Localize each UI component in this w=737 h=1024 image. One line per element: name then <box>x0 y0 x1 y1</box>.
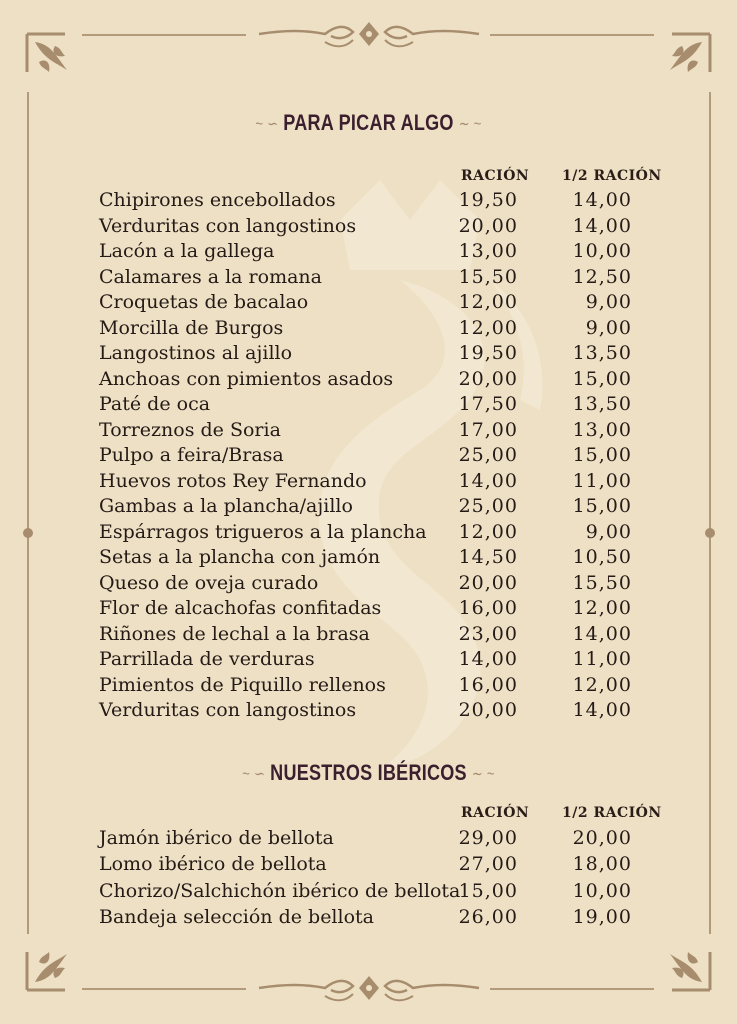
dish-name: Lacón a la gallega <box>99 240 275 262</box>
price-racion: 15,00 <box>458 879 518 902</box>
price-media-racion: 14,00 <box>572 622 632 645</box>
price-racion: 12,00 <box>458 291 518 313</box>
price-media-racion: 15,00 <box>572 367 632 390</box>
menu-item <box>0 698 737 723</box>
price-racion: 14,00 <box>458 648 518 670</box>
dish-name: Anchoas con pimientos asados <box>99 367 394 390</box>
price-racion: 20,00 <box>458 367 518 390</box>
price-media-racion: 19,00 <box>572 905 632 928</box>
price-media-racion: 11,00 <box>572 648 632 670</box>
swirl-left-icon: ~ ∽ <box>255 116 279 134</box>
flourish-top-icon <box>255 14 483 54</box>
menu-item <box>0 214 737 239</box>
price-racion: 15,50 <box>458 265 518 288</box>
price-racion: 12,00 <box>458 520 518 543</box>
menu-item <box>0 367 737 392</box>
section-title-nuestros-ibericos <box>66 760 670 786</box>
price-media-racion: 10,50 <box>572 546 632 568</box>
dish-name: Espárragos trigueros a la plancha <box>99 520 427 543</box>
price-racion: 25,00 <box>458 495 518 517</box>
price-racion: 17,50 <box>458 393 518 415</box>
menu-item <box>0 826 737 851</box>
price-racion: 20,00 <box>458 214 518 237</box>
column-header-media-racion: 1/2 RACIÓN <box>562 168 662 184</box>
frame-line-top-left <box>82 34 246 36</box>
price-media-racion: 13,00 <box>572 418 632 441</box>
dish-name: Pimientos de Piquillo rellenos <box>99 673 386 696</box>
price-media-racion: 15,00 <box>572 495 632 517</box>
menu-item <box>0 290 737 315</box>
menu-item <box>0 673 737 698</box>
dish-name: Verduritas con langostinos <box>99 214 357 237</box>
flourish-bottom-icon <box>255 968 483 1008</box>
section-title-text: PARA PICAR ALGO <box>283 110 454 135</box>
section-title-para-picar <box>66 110 670 136</box>
dish-name: Flor de alcachofas confitadas <box>99 597 382 619</box>
column-header-racion: RACIÓN <box>461 805 530 821</box>
menu-item <box>0 622 737 647</box>
price-racion: 23,00 <box>458 622 518 645</box>
price-racion: 26,00 <box>458 905 518 928</box>
price-racion: 13,00 <box>458 240 518 262</box>
frame-line-bottom-left <box>82 988 246 990</box>
price-media-racion: 12,00 <box>572 673 632 696</box>
price-racion: 20,00 <box>458 571 518 594</box>
dish-name: Verduritas con langostinos <box>99 699 357 721</box>
price-media-racion: 10,00 <box>572 240 632 262</box>
price-racion: 12,00 <box>458 316 518 339</box>
menu-item <box>0 392 737 417</box>
corner-ornament-icon <box>25 32 75 82</box>
menu-item <box>0 852 737 877</box>
swirl-left-icon: ~ ∽ <box>242 766 266 784</box>
price-racion: 16,00 <box>458 673 518 696</box>
menu-item <box>0 265 737 290</box>
dish-name: Lomo ibérico de bellota <box>99 853 327 876</box>
price-racion: 20,00 <box>458 699 518 721</box>
dish-name: Gambas a la plancha/ajillo <box>99 495 353 517</box>
swirl-right-icon: ∼ ~ <box>471 766 495 784</box>
dish-name: Morcilla de Burgos <box>99 316 284 339</box>
menu-item <box>0 879 737 904</box>
dish-name: Riñones de lechal a la brasa <box>99 622 370 645</box>
menu-item <box>0 418 737 443</box>
price-racion: 17,00 <box>458 418 518 441</box>
menu-item <box>0 443 737 468</box>
menu-item <box>0 341 737 366</box>
price-racion: 14,00 <box>458 469 518 492</box>
dish-name: Setas a la plancha con jamón <box>99 546 381 568</box>
column-header-media-racion: 1/2 RACIÓN <box>562 805 662 821</box>
frame-line-top-right <box>490 34 654 36</box>
price-racion: 16,00 <box>458 597 518 619</box>
corner-ornament-icon <box>25 942 75 992</box>
price-media-racion: 13,50 <box>572 342 632 364</box>
price-media-racion: 13,50 <box>572 393 632 415</box>
dish-name: Parrillada de verduras <box>99 648 315 670</box>
dish-name: Torreznos de Soria <box>99 418 281 441</box>
price-racion: 19,50 <box>458 342 518 364</box>
price-media-racion: 9,00 <box>585 520 632 543</box>
price-media-racion: 15,50 <box>572 571 632 594</box>
menu-item <box>0 469 737 494</box>
menu-item <box>0 647 737 672</box>
price-media-racion: 14,00 <box>572 189 632 211</box>
corner-ornament-icon <box>662 942 712 992</box>
price-media-racion: 9,00 <box>585 291 632 313</box>
frame-line-bottom-right <box>490 988 654 990</box>
dish-name: Calamares a la romana <box>99 265 322 288</box>
menu-item <box>0 520 737 545</box>
menu-item <box>0 188 737 213</box>
price-media-racion: 11,00 <box>572 469 632 492</box>
menu-item <box>0 596 737 621</box>
price-racion: 25,00 <box>458 444 518 466</box>
price-media-racion: 14,00 <box>572 214 632 237</box>
dish-name: Langostinos al ajillo <box>99 342 293 364</box>
dish-name: Chipirones encebollados <box>99 189 336 211</box>
menu-item <box>0 571 737 596</box>
price-media-racion: 12,50 <box>572 265 632 288</box>
price-media-racion: 9,00 <box>585 316 632 339</box>
dish-name: Jamón ibérico de bellota <box>99 827 334 849</box>
price-media-racion: 15,00 <box>572 444 632 466</box>
menu-item <box>0 494 737 519</box>
menu-item <box>0 905 737 930</box>
dish-name: Pulpo a feira/Brasa <box>99 444 284 466</box>
section-title-text: NUESTROS IBÉRICOS <box>270 760 467 785</box>
dish-name: Bandeja selección de bellota <box>99 905 374 928</box>
dish-name: Queso de oveja curado <box>99 571 319 594</box>
menu-item <box>0 239 737 264</box>
price-racion: 29,00 <box>458 827 518 849</box>
price-media-racion: 12,00 <box>572 597 632 619</box>
swirl-right-icon: ∼ ~ <box>458 116 482 134</box>
dish-name: Paté de oca <box>99 393 211 415</box>
price-media-racion: 20,00 <box>572 827 632 849</box>
menu-item <box>0 316 737 341</box>
menu-item <box>0 545 737 570</box>
corner-ornament-icon <box>662 32 712 82</box>
price-media-racion: 14,00 <box>572 699 632 721</box>
price-racion: 19,50 <box>458 189 518 211</box>
dish-name: Huevos rotos Rey Fernando <box>99 469 367 492</box>
dish-name: Croquetas de bacalao <box>99 291 309 313</box>
price-media-racion: 18,00 <box>572 853 632 876</box>
column-header-racion: RACIÓN <box>461 168 530 184</box>
dish-name: Chorizo/Salchichón ibérico de bellota <box>99 879 461 902</box>
price-racion: 27,00 <box>458 853 518 876</box>
price-media-racion: 10,00 <box>572 879 632 902</box>
price-racion: 14,50 <box>458 546 518 568</box>
